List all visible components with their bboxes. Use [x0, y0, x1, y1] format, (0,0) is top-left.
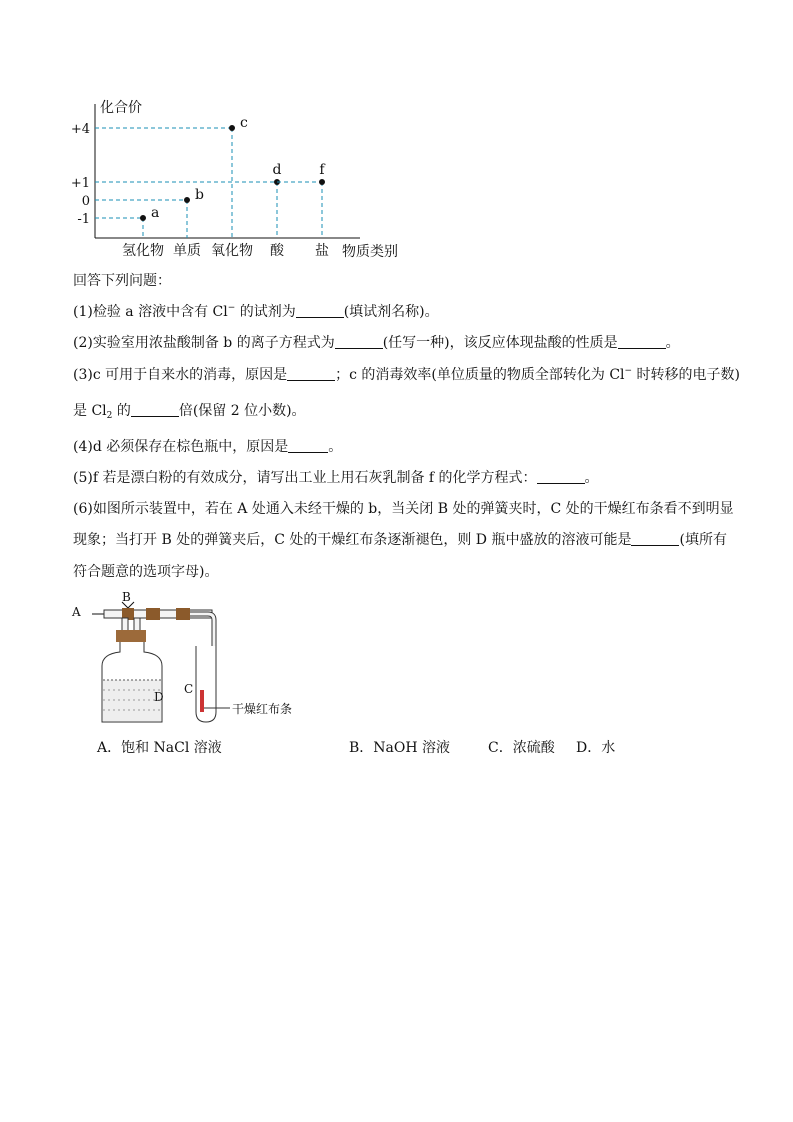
answer-blank [335, 334, 383, 349]
q4-end: 。 [328, 439, 343, 455]
valence-chart [70, 92, 430, 270]
q3b-mid: 的 [112, 403, 131, 419]
data-point-label: b [195, 187, 204, 203]
q3-mid: ；c 的消毒效率(单位质量的物质全部转化为 Cl [335, 367, 625, 383]
q5-end: 。 [584, 470, 599, 486]
data-point [319, 179, 325, 185]
q6-line2-end: (填所有 [679, 532, 727, 548]
strip-label: 干燥红布条 [232, 702, 293, 716]
rubber-connector [176, 608, 190, 620]
answer-blank [288, 438, 328, 453]
question-2 [73, 332, 680, 352]
label-c: C [184, 682, 194, 696]
y-tick-label: +1 [70, 176, 90, 191]
q3-end: 时转移的电子数) [632, 367, 740, 383]
answer-blank [537, 469, 585, 484]
red-cloth-strip [200, 690, 204, 712]
answer-blank [618, 334, 666, 349]
q3b-pre: 是 Cl [73, 403, 107, 419]
answer-blank [287, 366, 335, 381]
x-tick-label: 酸 [270, 243, 284, 259]
option-d: D．水 [576, 740, 616, 756]
bottle-liquid [103, 680, 161, 721]
q1-end: (填试剂名称)。 [343, 304, 439, 320]
data-point-label: c [240, 115, 248, 131]
question-6-line3: 符合题意的选项字母)。 [73, 564, 219, 580]
q3b-sub: 2 [106, 411, 113, 421]
y-tick-label: -1 [77, 212, 90, 227]
apparatus-diagram [70, 590, 330, 730]
question-1 [73, 301, 439, 321]
question-4 [73, 436, 342, 456]
question-6-line1: (6)如图所示装置中，若在 A 处通入未经干燥的 b，当关闭 B 处的弹簧夹时，C 处的干燥红布条看不到明显 [73, 501, 734, 517]
x-tick-label: 盐 [315, 243, 329, 259]
q3-pre: (3)c 可用于自来水的消毒，原因是 [73, 367, 288, 383]
y-tick-label: 0 [81, 194, 90, 209]
x-tick-label: 单质 [173, 243, 201, 259]
q5-pre: (5)f 若是漂白粉的有效成分，请写出工业上用石灰乳制备 f 的化学方程式： [73, 470, 537, 486]
x-tick-label: 氢化物 [122, 243, 164, 259]
label-a: A [72, 605, 81, 619]
q3-sup: − [624, 366, 633, 376]
test-tube-c [196, 646, 216, 722]
answer-blank [296, 303, 344, 318]
x-axis-label: 物质类别 [342, 244, 398, 260]
question-6-line2 [73, 529, 727, 549]
q2-end: 。 [665, 335, 680, 351]
label-d: D [154, 690, 164, 704]
option-a: A．饱和 NaCl 溶液 [97, 740, 222, 756]
question-3-cont [73, 400, 306, 421]
y-axis-label: 化合价 [100, 100, 142, 116]
rubber-connector [146, 608, 160, 620]
data-point [140, 215, 146, 221]
y-tick-label: +4 [70, 122, 90, 137]
option-c: C．浓硫酸 [488, 740, 555, 756]
q6-line2-pre: 现象；当打开 B 处的弹簧夹后，C 处的干燥红布条逐渐褪色，则 D 瓶中盛放的溶液可能是 [73, 532, 632, 548]
data-point-label: d [272, 162, 282, 178]
q4-pre: (4)d 必须保存在棕色瓶中，原因是 [73, 439, 289, 455]
q1-pre: (1)检验 a 溶液中含有 Cl [73, 304, 228, 320]
data-point [184, 197, 190, 203]
intro-text: 回答下列问题： [73, 273, 171, 289]
question-5 [73, 467, 599, 487]
option-b: B．NaOH 溶液 [349, 740, 451, 756]
x-tick-label: 氧化物 [211, 243, 253, 259]
data-point-label: a [151, 205, 160, 221]
q3b-end: 倍(保留 2 位小数)。 [178, 403, 306, 419]
q1-sup: − [227, 303, 236, 313]
answer-blank [631, 531, 679, 546]
data-point [229, 125, 235, 131]
question-3 [73, 364, 740, 384]
q2-pre: (2)实验室用浓盐酸制备 b 的离子方程式为 [73, 335, 335, 351]
q1-post: 的试剂为 [235, 304, 296, 320]
q2-mid: (任写一种)，该反应体现盐酸的性质是 [382, 335, 618, 351]
answer-blank [131, 402, 179, 417]
bottle-stopper [116, 630, 146, 642]
data-point-label: f [319, 162, 325, 178]
label-b: B [122, 590, 131, 604]
